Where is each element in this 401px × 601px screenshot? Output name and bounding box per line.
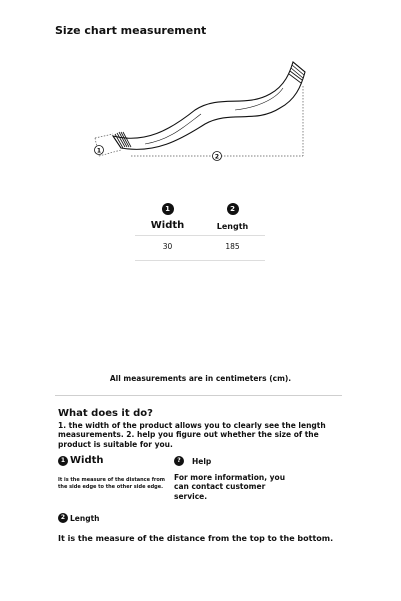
svg-text:1: 1 bbox=[96, 147, 102, 155]
scarf-body bbox=[113, 62, 305, 149]
help-title: Help bbox=[192, 456, 212, 466]
width-heading bbox=[58, 455, 104, 466]
length-description: It is the measure of the distance from the top to the bottom. bbox=[58, 534, 334, 543]
number-badge: 1 bbox=[58, 456, 68, 466]
page-title: Size chart measurement bbox=[55, 24, 207, 37]
size-table bbox=[135, 196, 265, 264]
faq-heading: What does it do? bbox=[58, 408, 153, 419]
table-header-width bbox=[135, 196, 200, 231]
help-circle-icon: ? bbox=[174, 456, 184, 466]
value-length: 185 bbox=[225, 242, 240, 251]
value-width: 30 bbox=[162, 242, 173, 251]
column-label-width: Width bbox=[150, 220, 185, 231]
length-marker bbox=[213, 152, 222, 161]
table-divider bbox=[135, 235, 265, 236]
svg-text:2: 2 bbox=[214, 153, 220, 161]
help-heading bbox=[174, 456, 211, 466]
width-description: It is the measure of the distance from the side edge to the other side edge. bbox=[58, 477, 166, 490]
table-header-length bbox=[200, 196, 265, 231]
length-heading bbox=[58, 513, 100, 523]
help-description: For more information, you can contact customer service. bbox=[174, 473, 286, 501]
number-badge: 2 bbox=[227, 203, 239, 215]
number-badge: 1 bbox=[162, 203, 174, 215]
length-title: Length bbox=[70, 513, 100, 523]
units-note: All measurements are in centimeters (cm). bbox=[109, 374, 292, 383]
column-label-length: Length bbox=[216, 222, 249, 231]
width-title: Width bbox=[70, 455, 104, 466]
width-marker bbox=[95, 146, 104, 155]
scarf-illustration-icon bbox=[85, 52, 315, 167]
faq-intro: 1. the width of the product allows you to clearly see the length measurements. 2. help you figure out whether the size of the product is suitable for you. bbox=[58, 421, 326, 449]
table-bottom-rule bbox=[135, 260, 265, 261]
number-badge: 2 bbox=[58, 513, 68, 523]
section-divider bbox=[55, 395, 342, 396]
